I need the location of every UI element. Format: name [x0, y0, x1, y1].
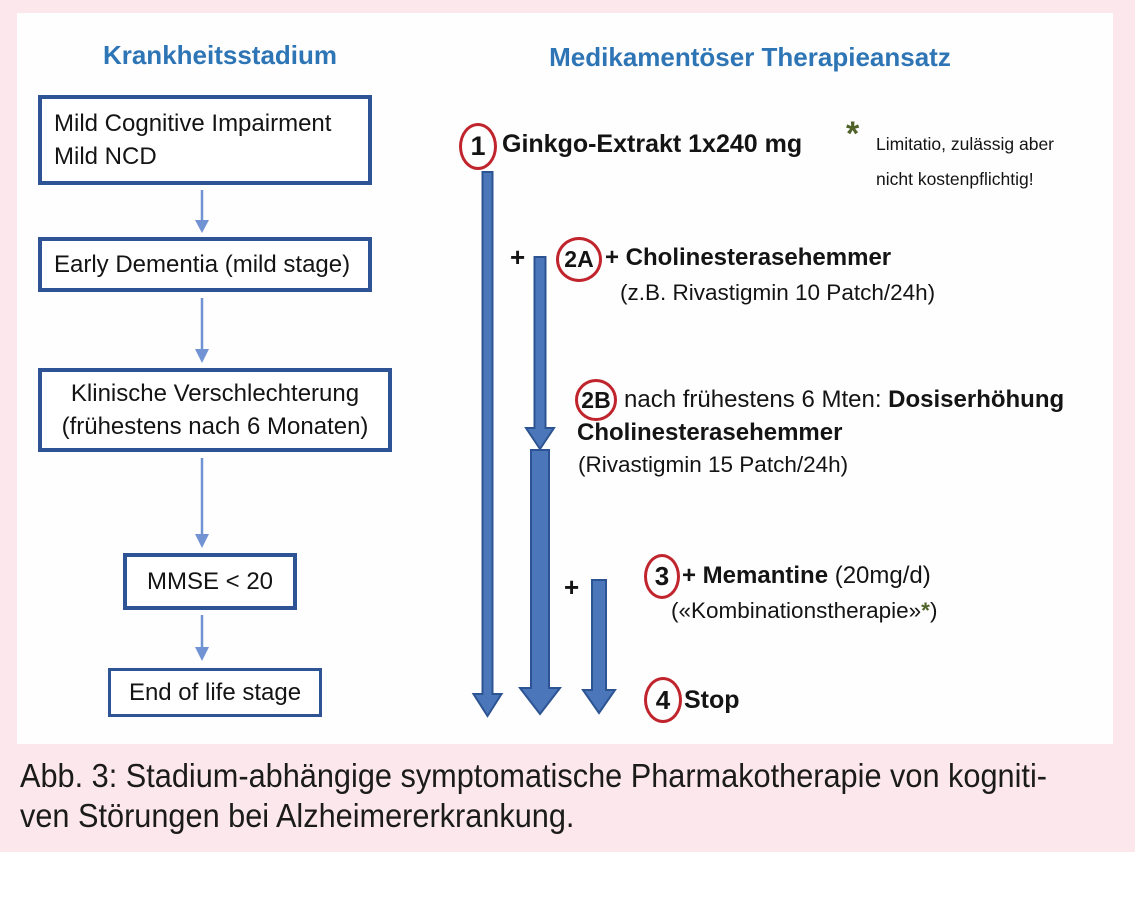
stage-box-line: (frühestens nach 6 Monaten): [61, 413, 369, 440]
figure-caption-line2: ven Störungen bei Alzheimererkrankung.: [20, 797, 575, 834]
stage-box-line: Klinische Verschlechterung: [70, 380, 360, 407]
asterisk-icon: *: [846, 115, 860, 153]
step-badge-3: 3: [644, 554, 680, 599]
stage-box-early-dementia: [38, 237, 372, 292]
step3-line2-post: ): [929, 598, 938, 623]
stage-box-line: End of life stage: [128, 679, 302, 706]
step2b-detail: (Rivastigmin 15 Patch/24h): [578, 452, 849, 477]
step1-title: Ginkgo-Extrakt 1x240 mg: [502, 130, 803, 158]
limitatio-note-line2: nicht kostenpflichtig!: [876, 169, 1034, 189]
step-badge-1: 1: [459, 123, 497, 170]
left-column-title: Krankheitsstadium: [102, 40, 338, 70]
step3-line2-pre: («Kombinationstherapie»: [671, 598, 922, 623]
step3-title: [682, 562, 931, 590]
step2a-title: + Cholinesterasehemmer: [605, 244, 892, 271]
stage-box-mmse: [123, 553, 297, 610]
step-badge-2b: 2B: [575, 379, 617, 421]
stage-box-line: Mild NCD: [54, 143, 157, 170]
stage-box-mci: [38, 95, 372, 185]
step2b-emphasis: Dosiserhöhung: [888, 386, 1065, 413]
step3-line2: [671, 598, 937, 624]
step2a-detail: (z.B. Rivastigmin 10 Patch/24h): [620, 280, 936, 305]
step2b-lead: nach frühestens 6 Mten:: [624, 386, 889, 413]
step2b-line2: Cholinesterasehemmer: [577, 419, 843, 446]
stage-box-deterioration: [38, 368, 392, 452]
step-badge-2a: 2A: [556, 237, 602, 282]
stage-box-line: Early Dementia (mild stage): [54, 251, 351, 278]
stage-box-end-of-life: [108, 668, 322, 717]
step4-title: Stop: [684, 686, 740, 714]
figure-caption-line1: Abb. 3: Stadium-abhängige symptomatische Pharmakotherapie von kogniti-: [20, 757, 1047, 794]
plus-sign-2a: +: [510, 242, 526, 272]
step2b-title: [624, 386, 1064, 414]
stage-box-line: Mild Cognitive Impairment: [54, 110, 332, 137]
right-column-title: Medikamentöser Therapieansatz: [549, 42, 951, 72]
limitatio-note-line1: Limitatio, zulässig aber: [876, 134, 1054, 154]
step3-title-bold: + Memantine: [682, 562, 829, 589]
stage-box-line: MMSE < 20: [146, 568, 274, 595]
step3-title-rest: (20mg/d): [828, 562, 931, 589]
asterisk-icon: *: [921, 598, 930, 623]
plus-sign-3: +: [564, 572, 580, 602]
step-badge-4: 4: [644, 677, 682, 723]
